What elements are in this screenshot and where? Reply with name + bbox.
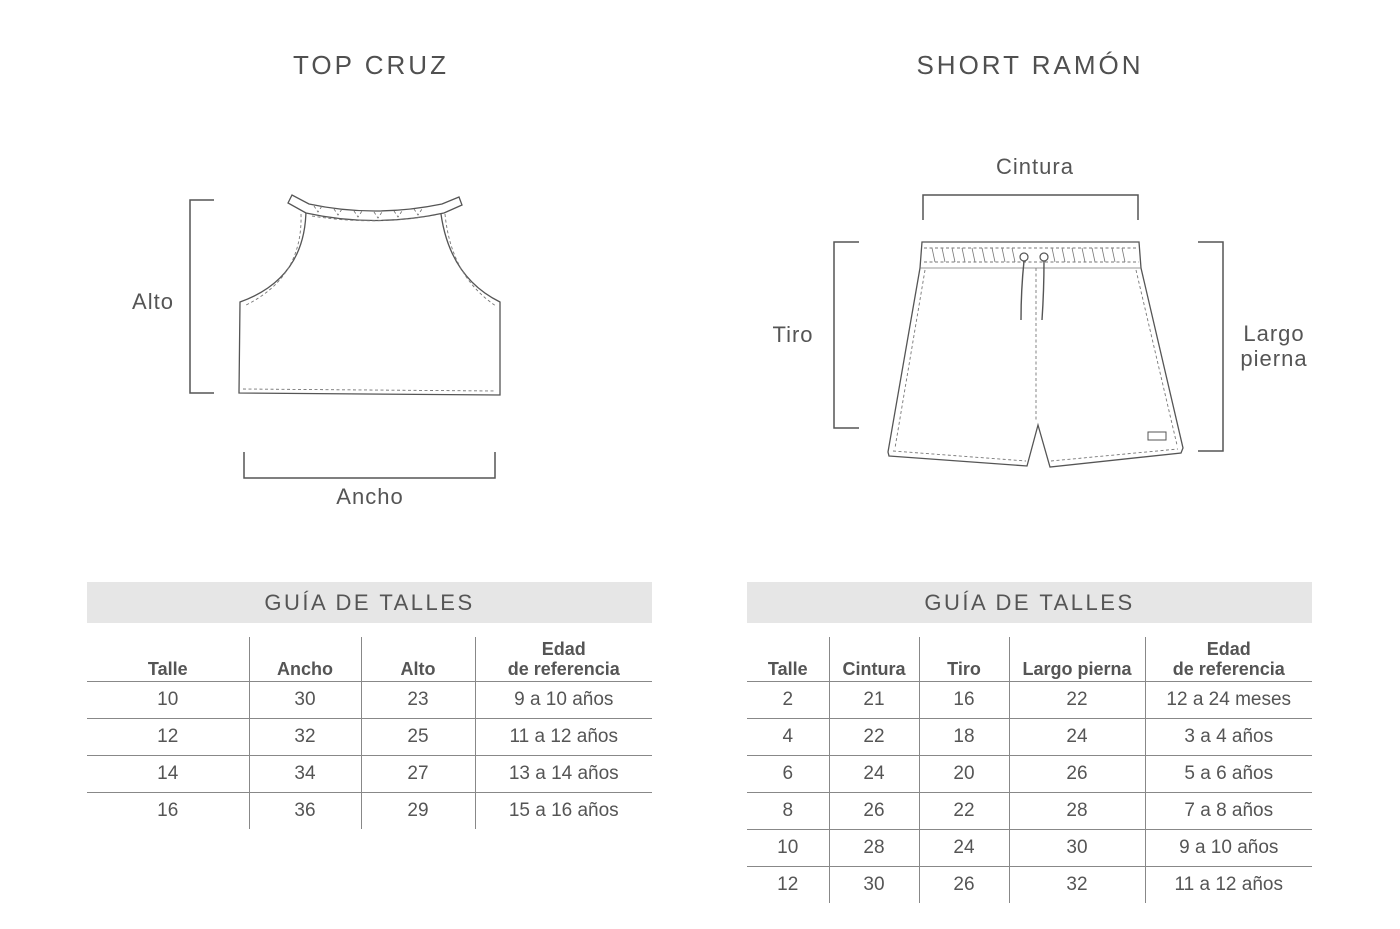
cell: 21 (829, 682, 919, 719)
table-row (747, 719, 1312, 756)
largo-label-line2: pierna (1240, 346, 1308, 371)
header-edad-line2: de referencia (507, 659, 620, 679)
cintura-bracket (923, 195, 1138, 220)
cell: 11 a 12 años (1145, 867, 1312, 904)
cell: 4 (747, 719, 829, 756)
table-row (747, 756, 1312, 793)
cell: 22 (1009, 682, 1145, 719)
table-row (747, 682, 1312, 719)
table-row (747, 793, 1312, 830)
cell: 18 (919, 719, 1009, 756)
table-header-row (87, 637, 652, 682)
header-largo-pierna: Largo pierna (1009, 637, 1145, 682)
largo-label-line1: Largo (1243, 321, 1305, 346)
cell: 11 a 12 años (475, 719, 652, 756)
header-edad-line1: Edad (1206, 639, 1251, 659)
cell: 28 (1009, 793, 1145, 830)
cell: 24 (1009, 719, 1145, 756)
cell: 9 a 10 años (475, 682, 652, 719)
cell: 32 (249, 719, 361, 756)
largo-bracket (1198, 242, 1223, 451)
cell: 9 a 10 años (1145, 830, 1312, 867)
cell: 36 (249, 793, 361, 830)
cell: 20 (919, 756, 1009, 793)
cell: 30 (1009, 830, 1145, 867)
cell: 25 (361, 719, 475, 756)
cell: 24 (829, 756, 919, 793)
cell: 12 a 24 meses (1145, 682, 1312, 719)
cell: 15 a 16 años (475, 793, 652, 830)
cell: 2 (747, 682, 829, 719)
cell: 32 (1009, 867, 1145, 904)
size-table-top (87, 637, 652, 829)
header-edad-line2: de referencia (1172, 659, 1285, 679)
header-talle: Talle (747, 637, 829, 682)
cell: 24 (919, 830, 1009, 867)
short-outline (888, 242, 1183, 467)
cell: 23 (361, 682, 475, 719)
cintura-label: Cintura (996, 154, 1074, 179)
alto-label: Alto (132, 289, 174, 314)
ancho-bracket (244, 452, 495, 478)
short-ramon-diagram (772, 154, 1307, 467)
table-row (747, 867, 1312, 904)
top-cruz-title: TOP CRUZ (293, 50, 449, 80)
cell: 22 (919, 793, 1009, 830)
cell: 7 a 8 años (1145, 793, 1312, 830)
table-row (87, 682, 652, 719)
cell: 26 (1009, 756, 1145, 793)
size-table-short (747, 637, 1312, 903)
cell: 30 (829, 867, 919, 904)
size-guide-heading-right: GUÍA DE TALLES (747, 582, 1312, 623)
cell: 14 (87, 756, 249, 793)
alto-bracket (190, 200, 214, 393)
cell: 16 (919, 682, 1009, 719)
cell: 29 (361, 793, 475, 830)
header-ancho: Ancho (249, 637, 361, 682)
cell: 22 (829, 719, 919, 756)
cell: 3 a 4 años (1145, 719, 1312, 756)
cell: 8 (747, 793, 829, 830)
cell: 12 (777, 874, 799, 895)
cell: 12 (87, 719, 249, 756)
table-row (87, 719, 652, 756)
short-ramon-title: SHORT RAMÓN (916, 50, 1144, 80)
header-edad (1145, 637, 1312, 682)
header-edad (475, 637, 652, 682)
cell: 34 (249, 756, 361, 793)
header-alto: Alto (361, 637, 475, 682)
tiro-bracket (834, 242, 859, 428)
cell: 30 (249, 682, 361, 719)
cell: 10 (87, 682, 249, 719)
header-talle: Talle (87, 637, 249, 682)
cell: 16 (157, 800, 179, 821)
cell: 6 (747, 756, 829, 793)
table-header-row (747, 637, 1312, 682)
header-edad-line1: Edad (541, 639, 586, 659)
ancho-label: Ancho (336, 484, 404, 509)
top-body-outline (239, 206, 500, 395)
cell: 13 a 14 años (475, 756, 652, 793)
cell: 26 (919, 867, 1009, 904)
size-guide-heading-left: GUÍA DE TALLES (87, 582, 652, 623)
cell: 10 (747, 830, 829, 867)
header-tiro: Tiro (919, 637, 1009, 682)
table-row (747, 830, 1312, 867)
table-row (87, 756, 652, 793)
cell: 26 (829, 793, 919, 830)
cell: 5 a 6 años (1145, 756, 1312, 793)
cell: 28 (829, 830, 919, 867)
label-tag-icon (1148, 432, 1166, 440)
tiro-label: Tiro (772, 322, 814, 347)
table-row (87, 793, 652, 830)
header-cintura: Cintura (829, 637, 919, 682)
top-cruz-diagram (132, 195, 500, 509)
cell: 27 (361, 756, 475, 793)
